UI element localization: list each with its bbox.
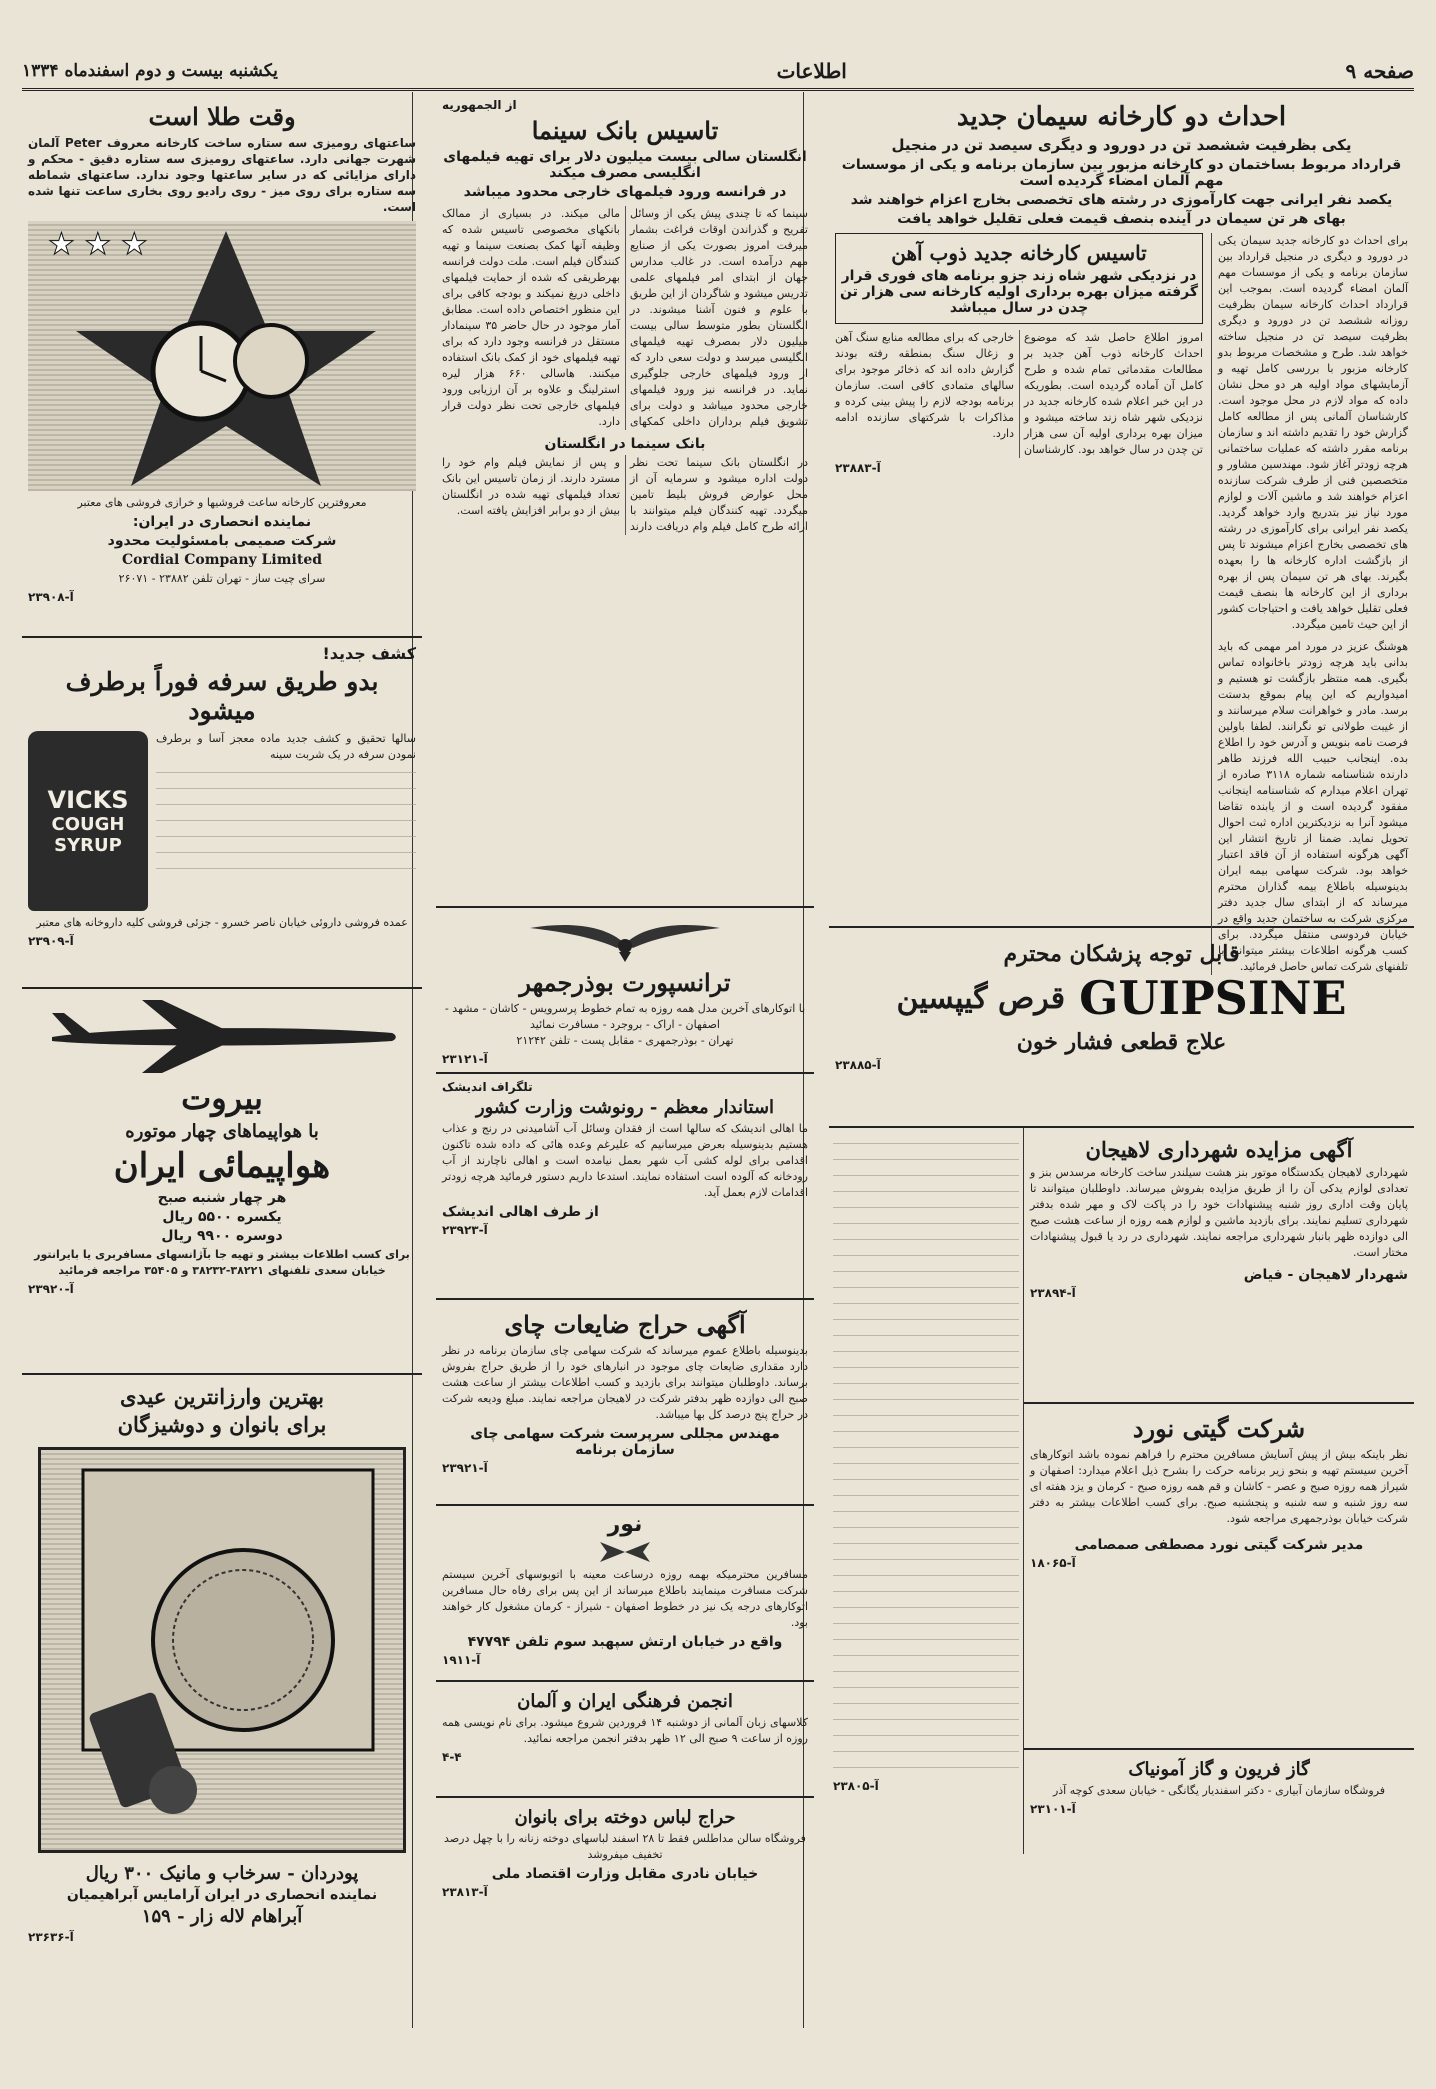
cinema-kicker: از الجمهوریه: [442, 98, 517, 112]
telegraph-body: ما اهالی اندیشک که سالها است از فقدان وسائل آب آشامیدنی در رنج و عذاب هستیم بدینوسیله بعرض میرسانیم که علیرغم وعده هائی که داده شده تاکنون اقدامی برای لوله کشی آب شهر بعمل نیامده است و اهالی ناچارند از آب رودخانه که آلوده است استفاده نمایند. استدعا داریم دستور فرمائید هرچه زودتر اقدامات لازم بعمل آید.: [442, 1122, 808, 1199]
giti-code: ۱۸۰۶۵-آ: [1030, 1556, 1076, 1570]
watch-agent: نماینده انحصاری در ایران:: [132, 514, 312, 530]
telegraph-code: ۲۳۹۲۳-آ: [442, 1223, 488, 1237]
cement-subhead: بهای هر تن سیمان در آینده بنصف قیمت فعلی تقلیل خواهد یافت: [897, 211, 1346, 227]
guipsine-name: قرص گیپسین: [896, 980, 1066, 1016]
cement-subhead: یکصد نفر ایرانی جهت کارآموزی در رشته های تخصصی بخارج اعزام خواهند شد: [850, 192, 1393, 208]
giti-title: شرکت گیتی نورد: [1132, 1414, 1306, 1443]
dress-ad: [436, 1798, 814, 1922]
guipsine-desc: علاج قطعی فشار خون: [1016, 1029, 1227, 1055]
watch-illustration: [28, 221, 416, 491]
watch-ad: [22, 92, 422, 638]
telegraph-title: استاندار معظم - رونوشت وزارت کشور: [475, 1097, 775, 1118]
ariana-code: ۱۹۱۱-آ: [442, 1653, 481, 1667]
transport-title: ترانسپورت بوذرجمهر: [519, 968, 731, 997]
powder-product: پودردان - سرخاب و مانیک ۳۰۰ ریال: [85, 1863, 359, 1884]
watch-stars: ★ ★ ★: [48, 227, 148, 262]
watch-addr: سرای چیت ساز - تهران تلفن ۲۳۸۸۲ - ۲۶۰۷۱: [118, 572, 326, 585]
iron-body: امروز اطلاع حاصل شد که موضوع احداث کارخانه ذوب آهن جدید بر مطالعات مقدماتی تمام شده و طرح کامل آن آماده گردیده است. بطوریکه در این خبر اعلام شده کارخانه جدید در نزدیکی شهر شاه زند ساخته میشود و میزان بهره برداری اولیه آن سی هزار تن چدن در سال خواهد بود. کارشناسان خارجی که برای مطالعه منابع سنگ آهن و زغال سنگ بمنطقه رفته بودند گزارش داده اند که ذخائر موجود برای سالهای متمادی کافی است. سازمان برنامه بودجه لازم را پیش بینی کرده و مذاکرات با شرکتهای سازنده ادامه دارد.: [835, 331, 1203, 456]
gas-title: گاز فریون و گاز آمونیاک: [1128, 1759, 1310, 1780]
guipsine-title: قابل توجه پزشکان محترم: [1003, 941, 1240, 967]
dress-title: حراج لباس دوخته برای بانوان: [514, 1807, 736, 1828]
watch-body: ساعتهای رومیزی سه ستاره ساخت کارخانه معروف Peter آلمان شهرت جهانی دارد. ساعتهای رومیزی سه ستاره دقیق - محکم و دارای مزایائی که در سایر ساعتها وجود ندارد. ساعتهای شماطه سه ستاره برای روی میز - روی رادیو روی بخاری ساعت تنها شده است.: [28, 136, 416, 214]
ariana-ad: [436, 1506, 814, 1682]
gas-code: ۲۳۱۰۱-آ: [1030, 1802, 1076, 1816]
cinema-body: در انگلستان بانک سینما تحت نظر دولت اداره میشود و سرمایه آن از محل عوارض فروش بلیط تامین میگردد. تهیه کنندگان فیلم میتوانند با ارائه طرح کامل فیلم وام دریافت دارند و پس از نمایش فیلم وام خود را مسترد دارند. از زمان تاسیس این بانک تعداد فیلمهای تهیه شده در انگلستان بیش از دو برابر افزایش یافته است.: [442, 456, 808, 533]
vicks-code: ۲۳۹۰۹-آ: [28, 934, 74, 948]
cement-body: برای احداث دو کارخانه جدید سیمان یکی در دورود و دیگری در منجیل قرارداد بین سازمان برنامه و یکی از موسسات مهم آلمان امضاء گردیده است. بموجب این قرارداد احداث کارخانه سیمان بظرفیت روزانه ششصد تن در دورود و دیگری بظرفیت سیصد تن در منجیل ساخته خواهد شد. طرح و مشخصات مربوط بدو کارخانه مزبور با بررسی کامل تهیه و آزمایشهای مواد اولیه هر دو محل نشان داده که مواد لازم در محل موجود است. کارشناسان آلمانی پس از مطالعه کامل گزارش خود را تقدیم داشته اند و سازمان برنامه مقرر داشته که عملیات ساختمانی هرچه زودتر آغاز شود. مهندسین مشاور و متخصصین فنی از طرف شرکت سازنده اعزام خواهند شد و ماشین آلات و لوازم مورد نیاز نیز بتدریج وارد خواهد گردید. یکصد نفر ایرانی برای کارآموزی در رشته های تخصصی بخارج اعزام میشوند تا پس از بازگشت اداره کارخانه ها را بعهده بگیرند. بهای هر تن سیمان پس از بهره برداری از این کارخانه ها بنصف قیمت فعلی تقلیل خواهد یافت و احتیاجات کشور از این حیث تامین میگردد.: [1218, 234, 1408, 631]
iron-subhead: در نزدیکی شهر شاه زند جزو برنامه های فوری قرار گرفته میزان بهره برداری اولیه کارخانه سی هزار تن چدن در سال میباشد: [840, 268, 1198, 316]
ariana-body: مسافرین محترمیکه بهمه روزه درساعت معینه با اتوبوسهای آخرین سیستم شرکت مسافرت مینمایند باطلاع میرساند از این پس برای رفاه حال مسافرین اتوکارهای درجه یک نیز در خطوط اصفهان - شیراز - کرمان مشغول کار خواهند بود.: [442, 1568, 808, 1629]
cement-headline: احداث دو کارخانه سیمان جدید: [956, 102, 1287, 132]
airplane-icon: [32, 995, 412, 1075]
watch-code: ۲۳۹۰۸-آ: [28, 590, 74, 604]
auction-ad: [1024, 1128, 1414, 1404]
telegraph-kicker: تلگراف اندیشک: [442, 1080, 533, 1094]
ariana-addr: واقع در خیابان ارتش سپهبد سوم تلفن ۴۷۷۹۴: [467, 1634, 783, 1650]
airline-schedule: هر چهار شنبه صبح: [157, 1190, 287, 1206]
cinema-headline: تاسیس بانک سینما: [531, 116, 719, 145]
vicks-bottle: [28, 731, 148, 911]
vicks-brand: VICKS: [47, 786, 129, 814]
wings-icon: [595, 1537, 655, 1567]
culture-ad: [436, 1682, 814, 1798]
watch-company: شرکت صمیمی بامسئولیت محدود: [107, 533, 337, 549]
vicks-cough: COUGH: [51, 814, 125, 835]
auction-code: ۲۳۸۹۴-آ: [1030, 1286, 1076, 1300]
gas-body: فروشگاه سازمان آبیاری - دکتر اسفندیار یگانگی - خیابان سعدی کوچه آذر: [1052, 1784, 1386, 1797]
vicks-body: سالها تحقیق و کشف جدید ماده معجز آسا و برطرف نمودن سرفه در یک شربت سینه: [156, 732, 416, 761]
powder-addr: آبراهام لاله زار - ۱۵۹: [141, 1906, 303, 1927]
vicks-footer: عمده فروشی داروئی خیابان ناصر خسرو - جزئی فروشی کلیه داروخانه های معتبر: [36, 916, 408, 929]
cinema-subhead: در فرانسه ورود فیلمهای خارجی محدود میباشد: [463, 184, 787, 200]
column-body: هوشنگ عزیز در مورد امر مهمی که باید بدانی باید هرچه زودتر باخانواده تماس بگیری. همه منتظر بازگشت تو هستیم و امیدواریم که این پیام بموقع بدستت برسد. مادر و خواهرانت سلام میرسانند و از غیبت طولانی تو نگرانند. لطفا باولین فرصت نامه بنویس و آدرس خود را اطلاع بده. اینجانب حبیب الله فرزند طاهر دارنده شناسنامه شماره ۳۱۱۸ صادره از تهران اعلام میدارم که شناسنامه اینجانب مفقود گردیده است و از یابنده تقاضا میشود آنرا به نزدیکترین اداره ثبت احوال تحویل نماید. ضمنا از تاریخ انتشار این آگهی هرگونه استفاده از آن فاقد اعتبار خواهد بود. شرکت سهامی بیمه ایران بدینوسیله باطلاع بیمه گذاران محترم میرساند که از ابتدای سال جدید دفتر مرکزی شرکت به ساختمان جدید واقع در خیابان فردوسی منتقل میگردد. برای کسب هرگونه اطلاعات بیشتر میتوانید با تلفنهای شرکت تماس حاصل فرمائید.: [1218, 640, 1408, 973]
tea-sign: مهندس مجللی سرپرست شرکت سهامی چای سازمان برنامه: [470, 1426, 780, 1458]
airline-city: بیروت: [181, 1079, 263, 1117]
giti-ad: [1024, 1404, 1414, 1750]
ariana-logo: نور: [607, 1512, 643, 1537]
eagle-icon: [525, 914, 725, 964]
notices-code: ۲۳۸۰۵-آ: [833, 1779, 879, 1793]
powder-code: ۲۳۶۳۶-آ: [28, 1930, 74, 1944]
cinema-body: سینما که تا چندی پیش یکی از وسائل تفریح و گذراندن اوقات فراغت بشمار میرفت امروز بصورت یکی از صنایع مهم درآمده است. در غالب مدارس جهان از ابتدای امر فیلمهای علمی تدریس میشود و شاگردان از این طریق با علوم و فنون آشنا میشوند. در انگلستان بطور متوسط سالی بیست میلیون دلار بمصرف تهیه فیلمهای انگلیسی میرسد و دولت سعی دارد که از ورود فیلمهای خارجی جلوگیری نماید. در فرانسه نیز ورود فیلمهای خارجی محدود میباشد و دولت برای تشویق فیلم برداران داخلی کمکهای مالی میکند. در بسیاری از ممالک بانکهای مخصوصی تاسیس شده که وظیفه آنها کمک بصنعت سینما و تهیه کنندگان فیلم است. ملت دولت فرانسه بهرطریقی که شده از حمایت فیلمهای داخلی دریغ نمیکند و بودجه کافی برای این منظور اختصاص داده است. مطابق آمار موجود در حال حاضر ۳۵ سینمادار مستقل در فرانسه وجود دارد که برای تهیه فیلمهای خود از کمک بانک استفاده میکنند. هاسالی ۶۶۰ هزار لیره استرلینگ و علاوه بر آن ارزیابی ورود فیلمهای خارجی تحت نظر دولت قرار دارد.: [442, 207, 808, 428]
tea-body: بدینوسیله باطلاع عموم میرساند که شرکت سهامی چای سازمان برنامه در نظر دارد مقداری ضایعات چای موجود در انبارهای خود را از طریق حراج بفروش برساند. داوطلبان میتوانند برای بازدید و کسب اطلاعات بیشتر از ساعت هشت صبح الی دوازده ظهر بدفتر شرکت در لاهیجان مراجعه نمایند. مبلغ ودیعه شرکت در حراج پنج درصد کل بها میباشد.: [442, 1344, 808, 1421]
gas-ad: [1024, 1750, 1414, 1854]
watch-title: وقت طلا است: [148, 102, 296, 131]
auction-title: آگهی مزایده شهرداری لاهیجان: [1085, 1137, 1353, 1162]
transport-addr: تهران - بوذرجمهری - مقابل پست - تلفن ۲۱۲۴۲: [516, 1034, 734, 1047]
cinema-article: [436, 92, 814, 908]
vicks-title: بدو طریق سرفه فوراً برطرف میشود: [65, 667, 379, 725]
notices-column: [829, 1128, 1024, 1854]
cinema-subhead: انگلستان سالی بیست میلیون دلار برای تهیه فیلمهای انگلیسی مصرف میکند: [443, 149, 807, 181]
iron-headline: تاسیس کارخانه جدید ذوب آهن: [891, 241, 1147, 265]
vicks-ad: [22, 638, 422, 989]
giti-sign: مدیر شرکت گیتی نورد مصطفی صمصامی: [1074, 1537, 1364, 1553]
dress-code: ۲۳۸۱۳-آ: [442, 1885, 488, 1899]
page-number: صفحه ۹: [1345, 59, 1414, 83]
powder-title: بهترین وارزانترین عیدی: [120, 1384, 324, 1409]
cement-subhead: قرارداد مربوط بساختمان دو کارخانه مزبور بین سازمان برنامه و یکی از موسسات مهم آلمان امضاء گردیده است: [841, 157, 1402, 189]
transport-code: ۲۳۱۲۱-آ: [442, 1052, 488, 1066]
watch-company-en: Cordial Company Limited: [121, 552, 323, 568]
watch-footer: معروفترین کارخانه ساعت فروشیها و خرازی فروشی های معتبر: [77, 496, 367, 509]
cement-code: ۲۳۸۸۳-آ: [835, 461, 881, 475]
column-right: [829, 92, 1414, 2028]
giti-body: نظر باینکه بیش از پیش آسایش مسافرین محترم را فراهم نموده باشد اتوکارهای آخرین سیستم تهیه و بنحو زیر برنامه حرکت را بشرح ذیل اعلام میدارد: اصفهان و شیراز همه روزه صبح و عصر - کاشان و قم همه روزه صبح - کرمان و یزد هفته ای سه روز شنبه و سه شنبه و پنجشنبه صبح. برای کسب اطلاعات بیشتر به دفتر شرکت خیابان بوذرجمهری مراجعه شود.: [1030, 1448, 1408, 1525]
transport-body: با اتوکارهای آخرین مدل همه روزه به تمام خطوط پرسرویس - کاشان - مشهد - اصفهان - اراک - بروجرد - مسافرت نمائید: [444, 1002, 806, 1031]
airline-code: ۲۳۹۲۰-آ: [28, 1282, 74, 1296]
guipsine-brand: GUIPSINE: [1079, 971, 1347, 1025]
tea-title: آگهی حراج ضایعات چای: [504, 1310, 746, 1339]
culture-title: انجمن فرهنگی ایران و آلمان: [517, 1691, 733, 1712]
cement-subhead: یکی بظرفیت ششصد تن در دورود و دیگری سیصد تن در منجیل: [891, 136, 1352, 154]
dress-body: فروشگاه سالن مداطلس فقط تا ۲۸ اسفند لباسهای دوخته زنانه را با چهل درصد تخفیف میفروشد: [444, 1832, 806, 1861]
auction-body: شهرداری لاهیجان یکدستگاه موتور بنز هشت سیلندر ساخت کارخانه مرسدس بنز و تعدادی لوازم یدکی آن را از طریق مزایده بفروش میرساند. داوطلبان میتوانند تا پایان وقت اداری روز شنبه پیشنهادات خود را در پاکت لاک و مهر شده بدفتر شهرداری تسلیم نمایند. برای بازدید ماشین و لوازم همه روزه از ساعت هشت صبح الی دوازده ظهر بانبار شهرداری مراجعه نمایند. شهرداری در رد یا قبول پیشنهادات مختار است.: [1030, 1166, 1408, 1259]
column-left: [22, 92, 422, 2028]
airline-brand: هواپیمائی ایران: [113, 1146, 331, 1186]
issue-date: یکشنبه بیست و دوم اسفندماه ۱۳۳۴: [22, 61, 278, 81]
airline-price-oneway: یکسره ۵۵۰۰ ریال: [162, 1209, 282, 1225]
vicks-syrup: SYRUP: [54, 835, 122, 856]
guipsine-code: ۲۳۸۸۵-آ: [835, 1058, 881, 1072]
masthead: [22, 54, 1414, 91]
culture-code: ۴-۴: [442, 1750, 462, 1764]
telegraph-article: [436, 1074, 814, 1300]
powder-agent: نماینده انحصاری در ایران آرامایس آبراهیمیان: [66, 1887, 378, 1903]
telegraph-sign: از طرف اهالی اندیشک: [442, 1204, 599, 1220]
tea-code: ۲۳۹۲۱-آ: [442, 1461, 488, 1475]
powder-illustration: [38, 1447, 406, 1853]
guipsine-ad: [829, 928, 1414, 1128]
airline-ad: [22, 989, 422, 1375]
airline-sub: با هواپیماهای چهار موتوره: [125, 1121, 319, 1142]
culture-body: کلاسهای زبان آلمانی از دوشنبه ۱۴ فروردین شروع میشود. برای نام نویسی همه روزه از ساعت ۹ صبح الی ۱۲ ظهر بدفتر انجمن مراجعه نمائید.: [442, 1716, 809, 1745]
cinema-subhead: بانک سینما در انگلستان: [544, 436, 706, 452]
compact-icon: [43, 1450, 403, 1840]
airline-body: برای کسب اطلاعات بیشتر و تهیه جا بآژانسهای مسافربری یا بایرانتور خیابان سعدی تلفنهای ۳۸۲۲۱-۳۸۲۳۲ و ۳۵۴۰۵ مراجعه فرمائید: [34, 1248, 410, 1277]
tea-ad: [436, 1300, 814, 1506]
powder-ad: [22, 1375, 422, 2089]
vicks-tag: کشف جدید!: [322, 644, 416, 663]
auction-sign: شهردار لاهیجان - فیاض: [1243, 1267, 1408, 1283]
dress-addr: خیابان نادری مقابل وزارت اقتصاد ملی: [491, 1866, 759, 1882]
paper-name: اطلاعات: [776, 59, 847, 83]
transport-ad: [436, 908, 814, 1074]
airline-price-return: دوسره ۹۹۰۰ ریال: [161, 1228, 283, 1244]
powder-sub: برای بانوان و دوشیزگان: [117, 1412, 327, 1437]
column-middle: [436, 92, 814, 2028]
